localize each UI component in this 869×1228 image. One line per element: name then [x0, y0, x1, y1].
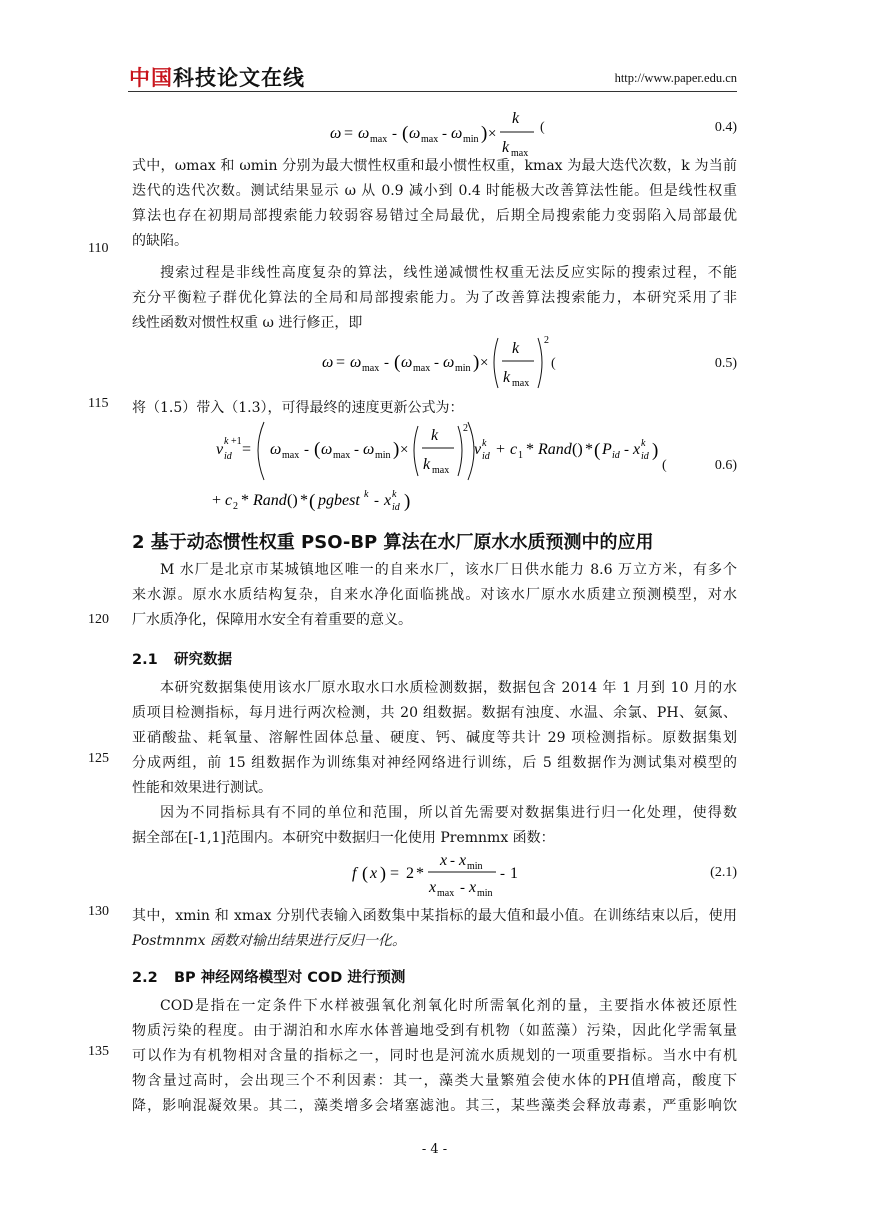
line-number: 135: [88, 1044, 109, 1059]
equation-0-5: [322, 332, 552, 394]
text-line: 算法也存在初期局部搜索能力较弱容易错过全局最优，后期全局搜索能力变弱陷入局部最优: [132, 208, 737, 224]
svg-text:2: 2: [406, 865, 414, 882]
svg-text:P: P: [602, 441, 612, 458]
text-line: 线性函数对惯性权重 ω 进行修正，即: [132, 315, 363, 331]
svg-text:ω: ω: [358, 125, 370, 142]
svg-text:): ): [393, 439, 400, 460]
svg-text:c: c: [225, 492, 233, 509]
svg-text:(): (): [572, 441, 583, 458]
svg-text:min: min: [463, 134, 479, 145]
svg-text:k: k: [512, 340, 520, 357]
paragraph-cod-definition: [132, 994, 737, 1119]
section-heading-2: 2 基于动态惯性权重 PSO-BP 算法在水厂原水水质预测中的应用: [132, 532, 654, 553]
svg-text:x: x: [469, 879, 477, 896]
svg-text:x: x: [429, 879, 437, 896]
logo-red-part: 中国: [129, 66, 173, 90]
text-line: 据全部在[-1,1]范围内。本研究中数据归一化使用 Premnmx 函数：: [132, 830, 555, 846]
svg-text:(): (): [287, 492, 298, 509]
svg-text:-: -: [442, 126, 447, 142]
svg-text:v: v: [216, 441, 224, 458]
subsection-heading-2-1: [132, 648, 232, 669]
svg-text:id: id: [641, 451, 649, 462]
site-logo: [129, 62, 305, 92]
svg-text:x: x: [459, 852, 467, 869]
paragraph-water-plant-intro: [132, 558, 737, 633]
paragraph-research-data: [132, 676, 737, 801]
svg-text:max: max: [512, 378, 530, 389]
svg-text:): ): [481, 123, 488, 144]
text-line: 亚硝酸盐、耗氧量、溶解性固体总量、硬度、钙、碱度等共计 29 项检测指标。原数据集划: [132, 730, 737, 746]
svg-text:-: -: [450, 853, 455, 869]
svg-text:*: *: [300, 492, 308, 509]
line-number: 125: [88, 751, 109, 766]
svg-text:=: =: [336, 354, 346, 371]
svg-text:ω: ω: [409, 125, 421, 142]
subsection-title: 研究数据: [174, 652, 232, 668]
svg-text:max: max: [362, 363, 380, 374]
text-line: 充分平衡粒子群优化算法的全局和局部搜索能力。为了改善算法搜索能力，本研究采用了非: [132, 290, 737, 306]
text-line: 物质污染的程度。由于湖泊和水库水体普遍地受到有机物（如蓝藻）污染，因此化学需氧量: [132, 1023, 737, 1039]
svg-text:-: -: [434, 355, 439, 371]
svg-text:2: 2: [544, 335, 549, 346]
svg-text:ω: ω: [443, 354, 455, 371]
svg-text:k: k: [392, 489, 397, 500]
svg-text:): ): [652, 440, 659, 461]
svg-text:-: -: [304, 442, 309, 458]
svg-text:): ): [404, 491, 411, 512]
text-line: 质项目检测指标，每月进行两次检测，共 20 组数据。数据有浊度、水温、余氯、PH、氨氮、: [132, 705, 737, 721]
svg-text:+: +: [496, 441, 506, 458]
logo-black-part: 科技论文在线: [173, 66, 305, 90]
text-line: 其中，xmin 和 xmax 分别代表输入函数集中某指标的最大值和最小值。在训练结束以后，使用: [132, 908, 737, 924]
svg-text:ω: ω: [363, 441, 375, 458]
text-line: Postmnmx 函数对输出结果进行反归一化。: [132, 933, 407, 949]
text-line: 厂水质净化，保障用水安全有着重要的意义。: [132, 612, 412, 628]
line-number: 130: [88, 904, 109, 919]
svg-text:*: *: [241, 492, 249, 509]
svg-text:*: *: [416, 865, 424, 882]
svg-text:ω: ω: [321, 441, 333, 458]
svg-text:ω: ω: [270, 441, 282, 458]
subsection-heading-2-2: [132, 966, 405, 987]
svg-text:k: k: [641, 438, 646, 449]
svg-text:-: -: [392, 126, 397, 142]
svg-text:pgbest: pgbest: [318, 492, 360, 509]
header-url[interactable]: http://www.paper.edu.cn: [614, 71, 737, 85]
svg-text:k: k: [482, 438, 487, 449]
svg-text:k: k: [502, 139, 510, 156]
equation-0-6-open-paren: (: [662, 458, 667, 473]
svg-text:min: min: [375, 450, 391, 461]
svg-text:1: 1: [510, 865, 518, 882]
text-line: 本研究数据集使用该水厂原水取水口水质检测数据，数据包含 2014 年 1 月到 10 月的水: [160, 680, 737, 696]
svg-text:x: x: [384, 492, 392, 509]
equation-0-6-number: 0.6): [714, 458, 737, 473]
equation-0-5-open-paren: (: [551, 356, 556, 371]
svg-text:ω: ω: [330, 125, 342, 142]
text-line: 物含量过高时，会出现三个不利因素：其一，藻类大量繁殖会使水体的PH值增高，酸度下: [132, 1073, 737, 1089]
svg-text:×: ×: [480, 355, 489, 371]
text-line: 来水源。原水水质结构复杂，自来水净化面临挑战。对该水厂原水水质建立预测模型，对水: [132, 587, 737, 603]
svg-text:=: =: [390, 865, 400, 882]
text-line: 搜索过程是非线性高度复杂的算法，线性递减惯性权重无法反应实际的搜索过程，不能: [160, 265, 737, 281]
svg-text:k: k: [364, 489, 369, 500]
svg-text:+1: +1: [231, 436, 242, 447]
subsection-number: 2.1: [132, 652, 158, 668]
svg-text:(: (: [362, 863, 368, 883]
svg-text:max: max: [421, 134, 439, 145]
svg-text:max: max: [413, 363, 431, 374]
svg-text:c: c: [510, 441, 518, 458]
svg-text:id: id: [612, 450, 620, 461]
svg-text:-: -: [624, 442, 629, 458]
svg-text:+: +: [212, 492, 222, 509]
paragraph-inertia-weight-definition: [132, 154, 737, 254]
line-number: 110: [88, 241, 109, 256]
svg-text:1: 1: [518, 450, 523, 461]
svg-text:min: min: [455, 363, 471, 374]
svg-text:k: k: [431, 427, 439, 444]
paragraph-nonlinear-weight: [132, 261, 737, 336]
text-line: 分成两组，前 15 组数据作为训练集对神经网络进行训练，后 5 组数据作为测试集对模型的: [132, 755, 737, 771]
text-line: 将（1.5）带入（1.3），可得最终的速度更新公式为：: [132, 400, 464, 416]
line-number: 120: [88, 612, 109, 627]
svg-text:-: -: [354, 442, 359, 458]
svg-text:ω: ω: [451, 125, 463, 142]
svg-text:×: ×: [488, 126, 497, 142]
svg-text:ω: ω: [350, 354, 362, 371]
svg-text:Rand: Rand: [253, 492, 287, 509]
equation-0-4-open-paren: (: [540, 120, 545, 135]
text-line: COD是指在一定条件下水样被强氧化剂氧化时所需氧化剂的量，主要指水体被还原性: [160, 998, 737, 1014]
svg-text:max: max: [333, 450, 351, 461]
svg-text:-: -: [500, 866, 505, 882]
svg-text:ω: ω: [322, 354, 334, 371]
svg-text:x: x: [633, 441, 641, 458]
svg-text:): ): [380, 863, 386, 883]
equation-0-5-number: 0.5): [714, 356, 737, 371]
svg-text:*: *: [526, 441, 534, 458]
svg-text:k: k: [423, 456, 431, 473]
text-line: 的缺陷。: [132, 233, 188, 249]
text-line: 可以作为有机物相对含量的指标之一，同时也是河流水质规划的一项重要指标。当水中有机: [132, 1048, 737, 1064]
svg-text:max: max: [511, 148, 529, 159]
text-line: 性能和效果进行测试。: [132, 780, 272, 796]
svg-text:ω: ω: [401, 354, 413, 371]
svg-text:id: id: [392, 502, 400, 513]
svg-text:k: k: [503, 369, 511, 386]
paragraph-normalization: [132, 801, 737, 851]
svg-text:-: -: [374, 493, 379, 509]
svg-text:*: *: [585, 441, 593, 458]
text-line: 降，影响混凝效果。其二，藻类增多会堵塞滤池。其三，某些藻类会释放毒素，严重影响饮: [132, 1098, 737, 1114]
line-number: 115: [88, 396, 109, 411]
svg-text:=: =: [242, 441, 252, 458]
svg-text:f: f: [352, 865, 357, 882]
svg-text:x: x: [370, 865, 378, 882]
svg-text:(: (: [594, 440, 601, 461]
text-line: 因为不同指标具有不同的单位和范围，所以首先需要对数据集进行归一化处理，使得数: [160, 805, 737, 821]
page-number: - 4 -: [421, 1142, 448, 1157]
svg-text:v: v: [474, 441, 482, 458]
svg-text:x: x: [440, 852, 448, 869]
svg-text:-: -: [384, 355, 389, 371]
svg-text:id: id: [482, 451, 490, 462]
svg-text:(: (: [402, 123, 409, 144]
svg-text:min: min: [477, 888, 493, 899]
svg-text:2: 2: [463, 423, 468, 434]
subsection-number: 2.2: [132, 970, 158, 986]
svg-text:(: (: [394, 352, 401, 373]
subsection-title: BP 神经网络模型对 COD 进行预测: [174, 970, 406, 986]
svg-text:2: 2: [233, 501, 238, 512]
svg-text:(: (: [314, 439, 321, 460]
svg-text:max: max: [370, 134, 388, 145]
svg-text:max: max: [432, 465, 450, 476]
equation-2-1: [352, 848, 532, 900]
svg-text:×: ×: [400, 442, 409, 458]
svg-text:): ): [473, 352, 480, 373]
text-line: M 水厂是北京市某城镇地区唯一的自来水厂，该水厂日供水能力 8.6 万立方米，有多个: [160, 562, 737, 578]
equation-0-4-number: 0.4): [714, 120, 737, 135]
svg-text:max: max: [282, 450, 300, 461]
paragraph-min-max-explanation: [132, 904, 737, 954]
svg-text:k: k: [224, 436, 229, 447]
svg-text:k: k: [512, 110, 520, 127]
text-line: 式中，ωmax 和 ωmin 分别为最大惯性权重和最小惯性权重，kmax 为最大迭代次数，k 为当前: [132, 158, 737, 174]
header-rule: [128, 91, 737, 92]
svg-text:=: =: [344, 125, 354, 142]
svg-text:max: max: [437, 888, 455, 899]
svg-text:id: id: [224, 451, 232, 462]
svg-text:(: (: [309, 491, 316, 512]
svg-text:-: -: [460, 880, 465, 896]
equation-0-6: [212, 418, 682, 518]
equation-2-1-number: (2.1): [710, 865, 737, 880]
svg-text:min: min: [467, 861, 483, 872]
text-line: 迭代的迭代次数。测试结果显示 ω 从 0.9 减小到 0.4 时能极大改善算法性能。但是线性权重: [132, 183, 737, 199]
svg-text:Rand: Rand: [538, 441, 572, 458]
